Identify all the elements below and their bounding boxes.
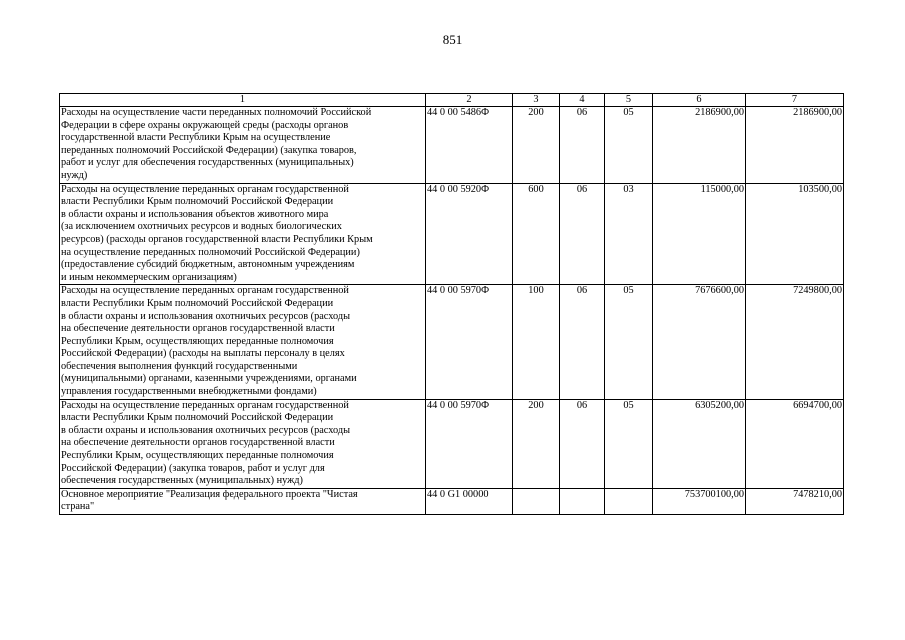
row-amount-col6: 7676600,00 [653,285,746,399]
row-amount-col7: 103500,00 [746,183,844,285]
row-expense-type [513,488,560,514]
row-amount-col6: 753700100,00 [653,488,746,514]
page-number: 851 [442,32,463,47]
row-subsection: 05 [605,399,653,488]
table-row [60,183,844,285]
column-header: 4 [560,94,605,107]
table-row [60,399,844,488]
row-section: 06 [560,399,605,488]
row-code: 44 0 00 5970Ф [426,285,513,399]
row-description: Расходы на осуществление переданных органам государственной власти Республики Крым полномочий Российской Федерации в области охраны и использования охотничьих ресурсов (расходы на обеспечение деятельности органов государственной власти Республики Крым, осуществляющих переданные полномочия Российской Федерации) (расходы на выплаты персоналу в целях обеспечения выполнения функций государственными (муниципальными) органами, казенными учреждениями, органами управления государственными внебюджетными фондами) [60,285,426,399]
row-subsection [605,488,653,514]
column-header: 5 [605,94,653,107]
row-subsection: 05 [605,107,653,184]
column-header: 3 [513,94,560,107]
budget-table [59,93,844,515]
row-expense-type: 200 [513,107,560,184]
row-description: Основное мероприятие "Реализация федерального проекта "Чистая страна" [60,488,426,514]
row-code: 44 0 G1 00000 [426,488,513,514]
row-section [560,488,605,514]
table-row [60,285,844,399]
row-expense-type: 200 [513,399,560,488]
row-amount-col7: 2186900,00 [746,107,844,184]
row-section: 06 [560,285,605,399]
table-row [60,488,844,514]
row-description: Расходы на осуществление части переданных полномочий Российской Федерации в сфере охраны окружающей среды (расходы органов государственной власти Республики Крым на осуществление переданных полномочий Российской Федерации) (закупка товаров, работ и услуг для обеспечения государственных (муниципальных) нужд) [60,107,426,184]
column-header: 1 [60,94,426,107]
header-row [60,94,844,107]
row-code: 44 0 00 5970Ф [426,399,513,488]
row-amount-col7: 6694700,00 [746,399,844,488]
row-code: 44 0 00 5486Ф [426,107,513,184]
table-row [60,107,844,184]
row-description: Расходы на осуществление переданных органам государственной власти Республики Крым полномочий Российской Федерации в области охраны и использования объектов животного мира (за исключением охотничьих ресурсов и водных биологических ресурсов) (расходы органов государственной власти Республики Крым на осуществление переданных полномочий Российской Федерации) (предоставление субсидий бюджетным, автономным учреждениям и иным некоммерческим организациям) [60,183,426,285]
row-amount-col7: 7249800,00 [746,285,844,399]
row-description: Расходы на осуществление переданных органам государственной власти Республики Крым полномочий Российской Федерации в области охраны и использования охотничьих ресурсов (расходы на обеспечение деятельности органов государственной власти Республики Крым, осуществляющих переданные полномочия Российской Федерации) (закупка товаров, работ и услуг для обеспечения государственных (муниципальных) нужд) [60,399,426,488]
row-expense-type: 100 [513,285,560,399]
row-section: 06 [560,183,605,285]
row-amount-col6: 115000,00 [653,183,746,285]
row-section: 06 [560,107,605,184]
row-subsection: 05 [605,285,653,399]
row-subsection: 03 [605,183,653,285]
row-amount-col6: 6305200,00 [653,399,746,488]
column-header: 2 [426,94,513,107]
row-code: 44 0 00 5920Ф [426,183,513,285]
column-header: 7 [746,94,844,107]
row-amount-col6: 2186900,00 [653,107,746,184]
column-header: 6 [653,94,746,107]
row-amount-col7: 7478210,00 [746,488,844,514]
row-expense-type: 600 [513,183,560,285]
